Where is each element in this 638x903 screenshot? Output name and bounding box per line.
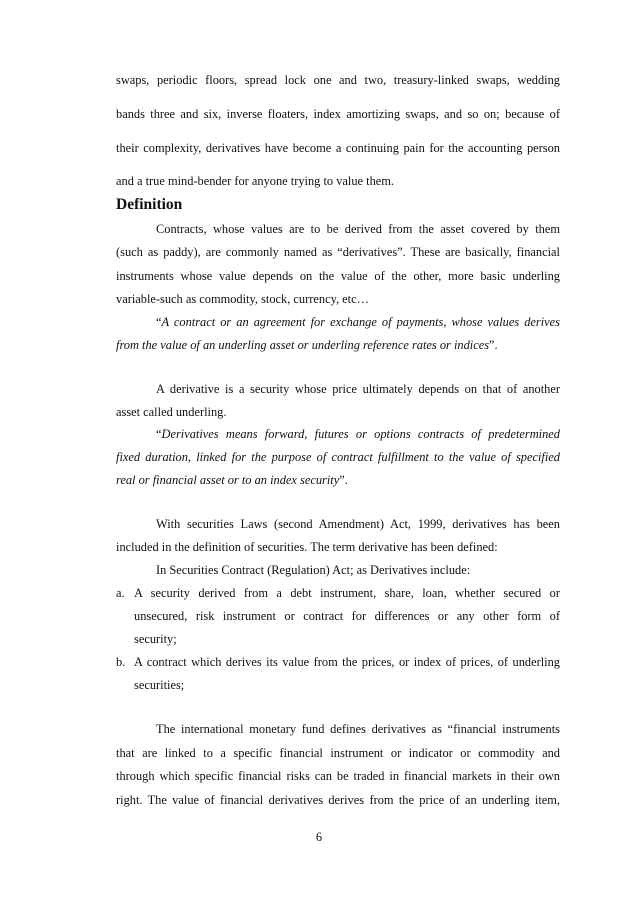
list-item-line: A security derived from a debt instrument, share, loan, whether secured or [134,586,560,600]
list-marker: b. [116,655,126,669]
quote-text: real or financial asset or to an index security [116,473,340,487]
list-item-line: A contract which derives its value from the prices, or index of prices, of underling [134,655,560,669]
intro-line: bands three and six, inverse floaters, index amortizing swaps, and so on; because of [116,107,560,121]
quote-text: A contract or an agreement for exchange of payments, whose values derives [161,315,560,329]
paragraph-line: variable-such as commodity, stock, currency, etc… [116,292,369,306]
paragraph-line: Contracts, whose values are to be derived from the asset covered by them [156,222,560,236]
paragraph-line: With securities Laws (second Amendment) Act, 1999, derivatives has been [156,517,560,531]
quote-line [156,426,560,442]
paragraph-line: asset called underling. [116,405,227,419]
paragraph-line: The international monetary fund defines derivatives as “financial instruments [156,722,560,736]
intro-line: and a true mind-bender for anyone trying to value them. [116,174,395,188]
intro-line: swaps, periodic floors, spread lock one and two, treasury-linked swaps, wedding [116,73,560,87]
paragraph-line: included in the definition of securities. The term derivative has been defined: [116,540,498,554]
quote-open-mark: “ [156,427,162,441]
quote-text: from the value of an underling asset or underling reference rates or indices [116,338,490,352]
page-number: 6 [315,830,323,844]
intro-line: their complexity, derivatives have become a continuing pain for the accounting person [116,141,560,155]
quote-close-mark: ”. [489,338,498,352]
list-item-line: unsecured, risk instrument or contract for differences or any other form of [134,609,560,623]
list-item-line: security; [134,632,177,646]
paragraph-line: that are linked to a specific financial instrument or indicator or commodity and [116,746,560,760]
quote-open-mark: “ [156,315,162,329]
quote-close-mark: ”. [339,473,348,487]
list-marker: a. [116,586,125,600]
quote-line [116,472,560,488]
quote-line [116,337,560,353]
quote-line: fixed duration, linked for the purpose of contract fulfillment to the value of specified [116,450,560,464]
section-heading: Definition [116,196,183,213]
paragraph-line: (such as paddy), are commonly named as “derivatives”. These are basically, financial [116,245,560,259]
paragraph-line: In Securities Contract (Regulation) Act; as Derivatives include: [156,563,471,577]
list-item-line: securities; [134,678,185,692]
paragraph-line: right. The value of financial derivatives derives from the price of an underling item, [116,793,560,807]
paragraph-line: through which specific financial risks can be traded in financial markets in their own [116,769,560,783]
quote-line [156,314,560,330]
quote-text: Derivatives means forward, futures or options contracts of predetermined [161,427,560,441]
paragraph-line: instruments whose value depends on the value of the other, more basic underling [116,269,560,283]
paragraph-line: A derivative is a security whose price ultimately depends on that of another [156,382,560,396]
